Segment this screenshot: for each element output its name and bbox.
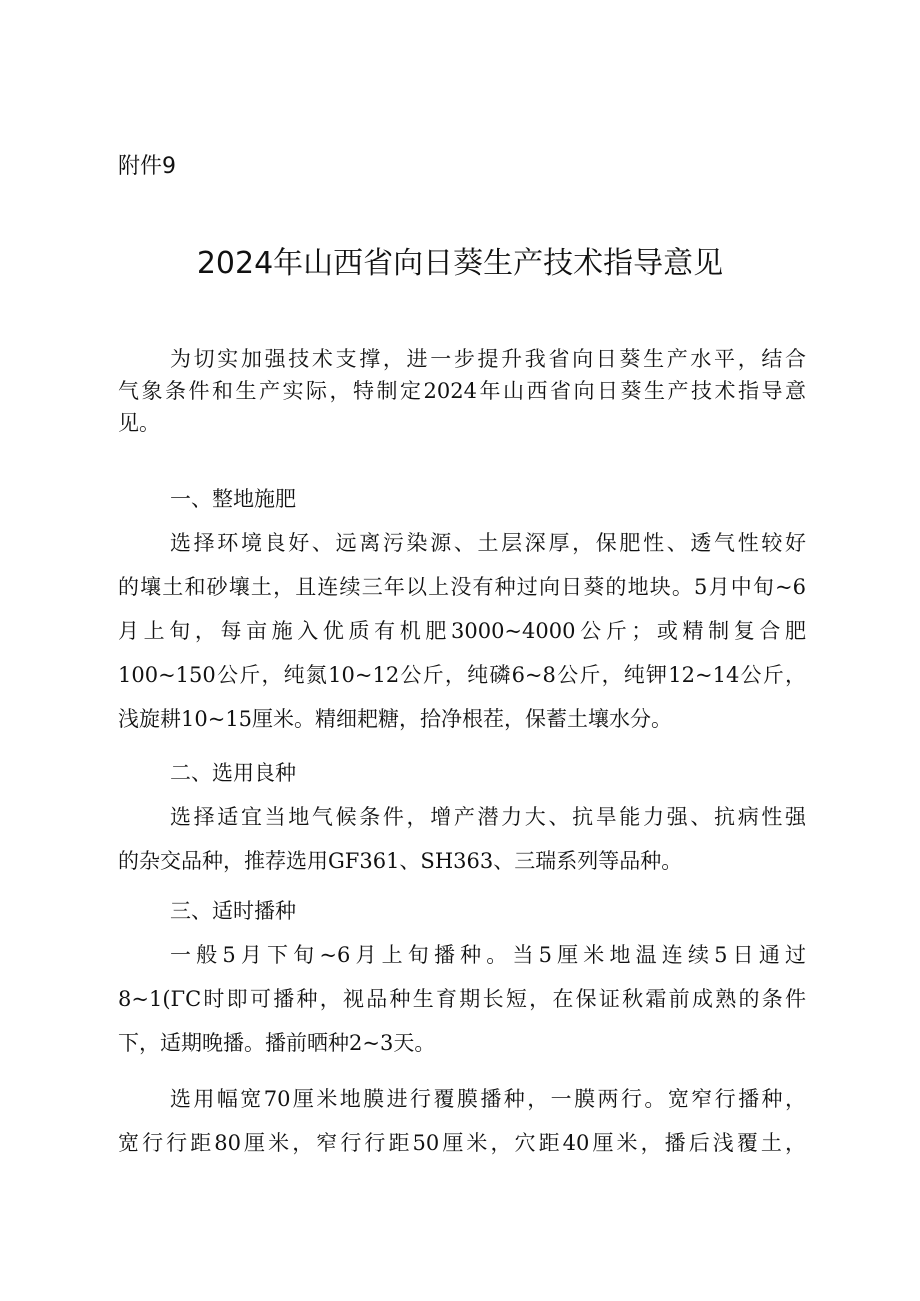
section-3-paragraph-2 — [118, 1083, 806, 1171]
paragraph-line: 选择适宜当地气候条件，增产潜力大、抗旱能力强、抗病性强 — [170, 805, 806, 829]
section-2-paragraph — [118, 801, 806, 889]
paragraph-line: 8~1(ΓC时即可播种，视品种生育期长短，在保证秋霜前成熟的条件 — [118, 987, 806, 1011]
document-title: 2024年山西省向日葵生产技术指导意见 — [196, 246, 724, 281]
intro-paragraph — [118, 343, 806, 439]
section-heading-1: 一、整地施肥 — [170, 487, 296, 511]
paragraph-line: 下，适期晚播。播前晒种2~3天。 — [118, 1031, 436, 1055]
section-heading-3: 三、适时播种 — [170, 899, 296, 923]
paragraph-line: 为切实加强技术支撑，进一步提升我省向日葵生产水平，结合 — [170, 347, 806, 371]
section-heading-2: 二、选用良种 — [170, 761, 296, 785]
paragraph-line: 一般5月下旬~6月上旬播种。当5厘米地温连续5日通过 — [170, 943, 806, 967]
section-3-paragraph-1 — [118, 939, 806, 1071]
paragraph-line: 的杂交品种，推荐选用GF361、SH363、三瑞系列等品种。 — [118, 849, 683, 873]
paragraph-line: 选用幅宽70厘米地膜进行覆膜播种，一膜两行。宽窄行播种， — [170, 1087, 806, 1111]
paragraph-line: 浅旋耕10~15厘米。精细耙糖，拾净根茬，保蓄土壤水分。 — [118, 707, 673, 731]
paragraph-line: 宽行行距80厘米，窄行行距50厘米，穴距40厘米，播后浅覆土， — [118, 1131, 806, 1155]
paragraph-line: 选择环境良好、远离污染源、土层深厚，保肥性、透气性较好 — [170, 531, 806, 555]
paragraph-line: 的壤土和砂壤土，且连续三年以上没有种过向日葵的地块。5月中旬~6 — [118, 575, 806, 599]
paragraph-line: 见。 — [118, 411, 160, 435]
paragraph-line: 100~150公斤，纯氮10~12公斤，纯磷6~8公斤，纯钾12~14公斤， — [118, 663, 806, 687]
paragraph-line: 气象条件和生产实际，特制定2024年山西省向日葵生产技术指导意 — [118, 379, 806, 403]
attachment-label: 附件9 — [118, 154, 176, 179]
paragraph-line: 月上旬，每亩施入优质有机肥3000~4000公斤；或精制复合肥 — [118, 619, 806, 643]
section-1-paragraph — [118, 527, 806, 747]
